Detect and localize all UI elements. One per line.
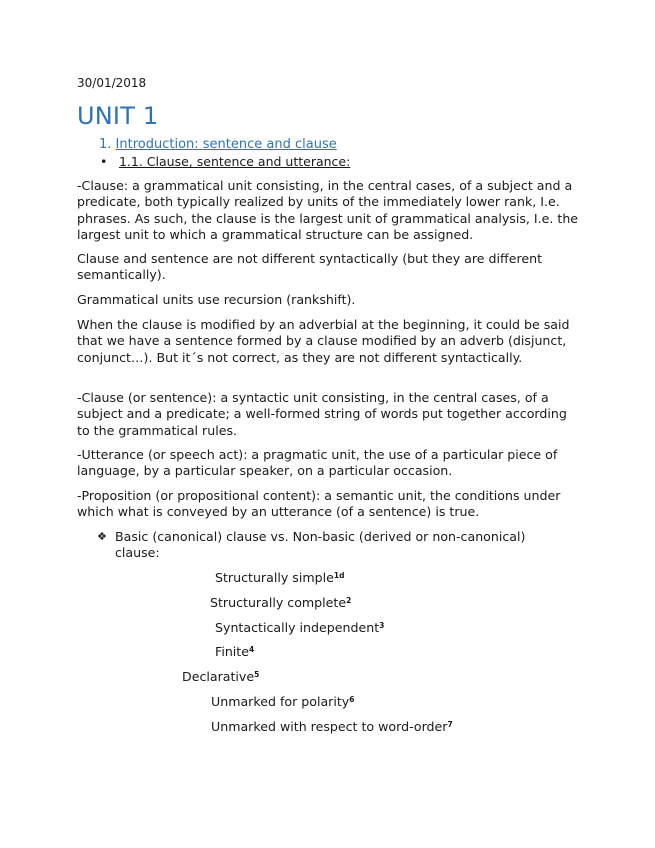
paragraph-sentence-definition: -Clause (or sentence): a syntactic unit consisting, in the central cases, of a subject and a predicate; a well-formed string of words put together according to the grammatical rules. [77, 390, 567, 438]
unit-title: UNIT 1 [77, 102, 159, 130]
footnote-ref[interactable]: 7 [447, 720, 453, 729]
feature-unmarked-word-order [211, 719, 453, 735]
paragraph-clause-definition: -Clause: a grammatical unit consisting, in the central cases, of a subject and a predicate, both typically realized by units of the immediately lower rank, I.e. phrases. As such, the clause is the largest unit of grammatical analysis, I.e. the largest unit to which a grammatical structure can be assigned. [77, 178, 579, 242]
feature-declarative [182, 669, 259, 685]
feature-label: Unmarked for polarity [211, 694, 350, 709]
paragraph-utterance-definition: -Utterance (or speech act): a pragmatic unit, the use of a particular piece of language, by a particular speaker, on a particular occasion. [77, 447, 558, 479]
toc-link-clause-sentence[interactable]: 1.1. Clause, sentence and utterance: [118, 154, 351, 169]
feature-label: Finite [215, 644, 249, 659]
footnote-ref[interactable]: 1d [333, 571, 345, 580]
feature-structurally-simple [215, 570, 344, 586]
feature-label: Structurally simple [215, 570, 334, 585]
feature-label: Syntactically independent [215, 620, 380, 635]
footnote-ref[interactable]: 5 [254, 670, 260, 679]
feature-label: Declarative [182, 669, 255, 684]
footnote-ref[interactable]: 2 [346, 596, 352, 605]
paragraph-adverbial: When the clause is modified by an adverbial at the beginning, it could be said that we have a sentence formed by a clause modified by an adverb (disjunct, conjunct…). But it´s not correct, as they are not different syntactically. [77, 317, 570, 365]
feature-syntactically-independent [215, 620, 384, 636]
paragraph-proposition-definition: -Proposition (or propositional content): a semantic unit, the conditions under which what is conveyed by an utterance (of a sentence) is true. [77, 488, 561, 520]
feature-finite [215, 644, 254, 660]
footnote-ref[interactable]: 4 [249, 645, 255, 654]
document-date: 30/01/2018 [77, 76, 147, 90]
footnote-ref[interactable]: 3 [379, 621, 385, 630]
feature-label: Unmarked with respect to word-order [211, 719, 448, 734]
feature-structurally-complete [210, 595, 351, 611]
basic-clause-label: Basic (canonical) clause vs. Non-basic (derived or non-canonical) clause: [115, 529, 526, 561]
toc-link-introduction[interactable]: Introduction: sentence and clause [115, 137, 337, 152]
feature-unmarked-polarity [211, 694, 354, 710]
feature-label: Structurally complete [210, 595, 347, 610]
paragraph-clause-vs-sentence: Clause and sentence are not different syntactically (but they are different semantically). [77, 251, 543, 283]
paragraph-recursion: Grammatical units use recursion (rankshift). [77, 292, 356, 307]
list-item-basic-clause [97, 529, 567, 562]
toc-item-clause-sentence[interactable] [100, 154, 350, 169]
toc-item-number: 1. [99, 137, 112, 152]
diamond-bullet-icon: ❖ [97, 530, 107, 543]
toc-item-introduction[interactable] [99, 137, 337, 152]
bullet-icon: • [100, 154, 108, 169]
footnote-ref[interactable]: 6 [349, 695, 355, 704]
